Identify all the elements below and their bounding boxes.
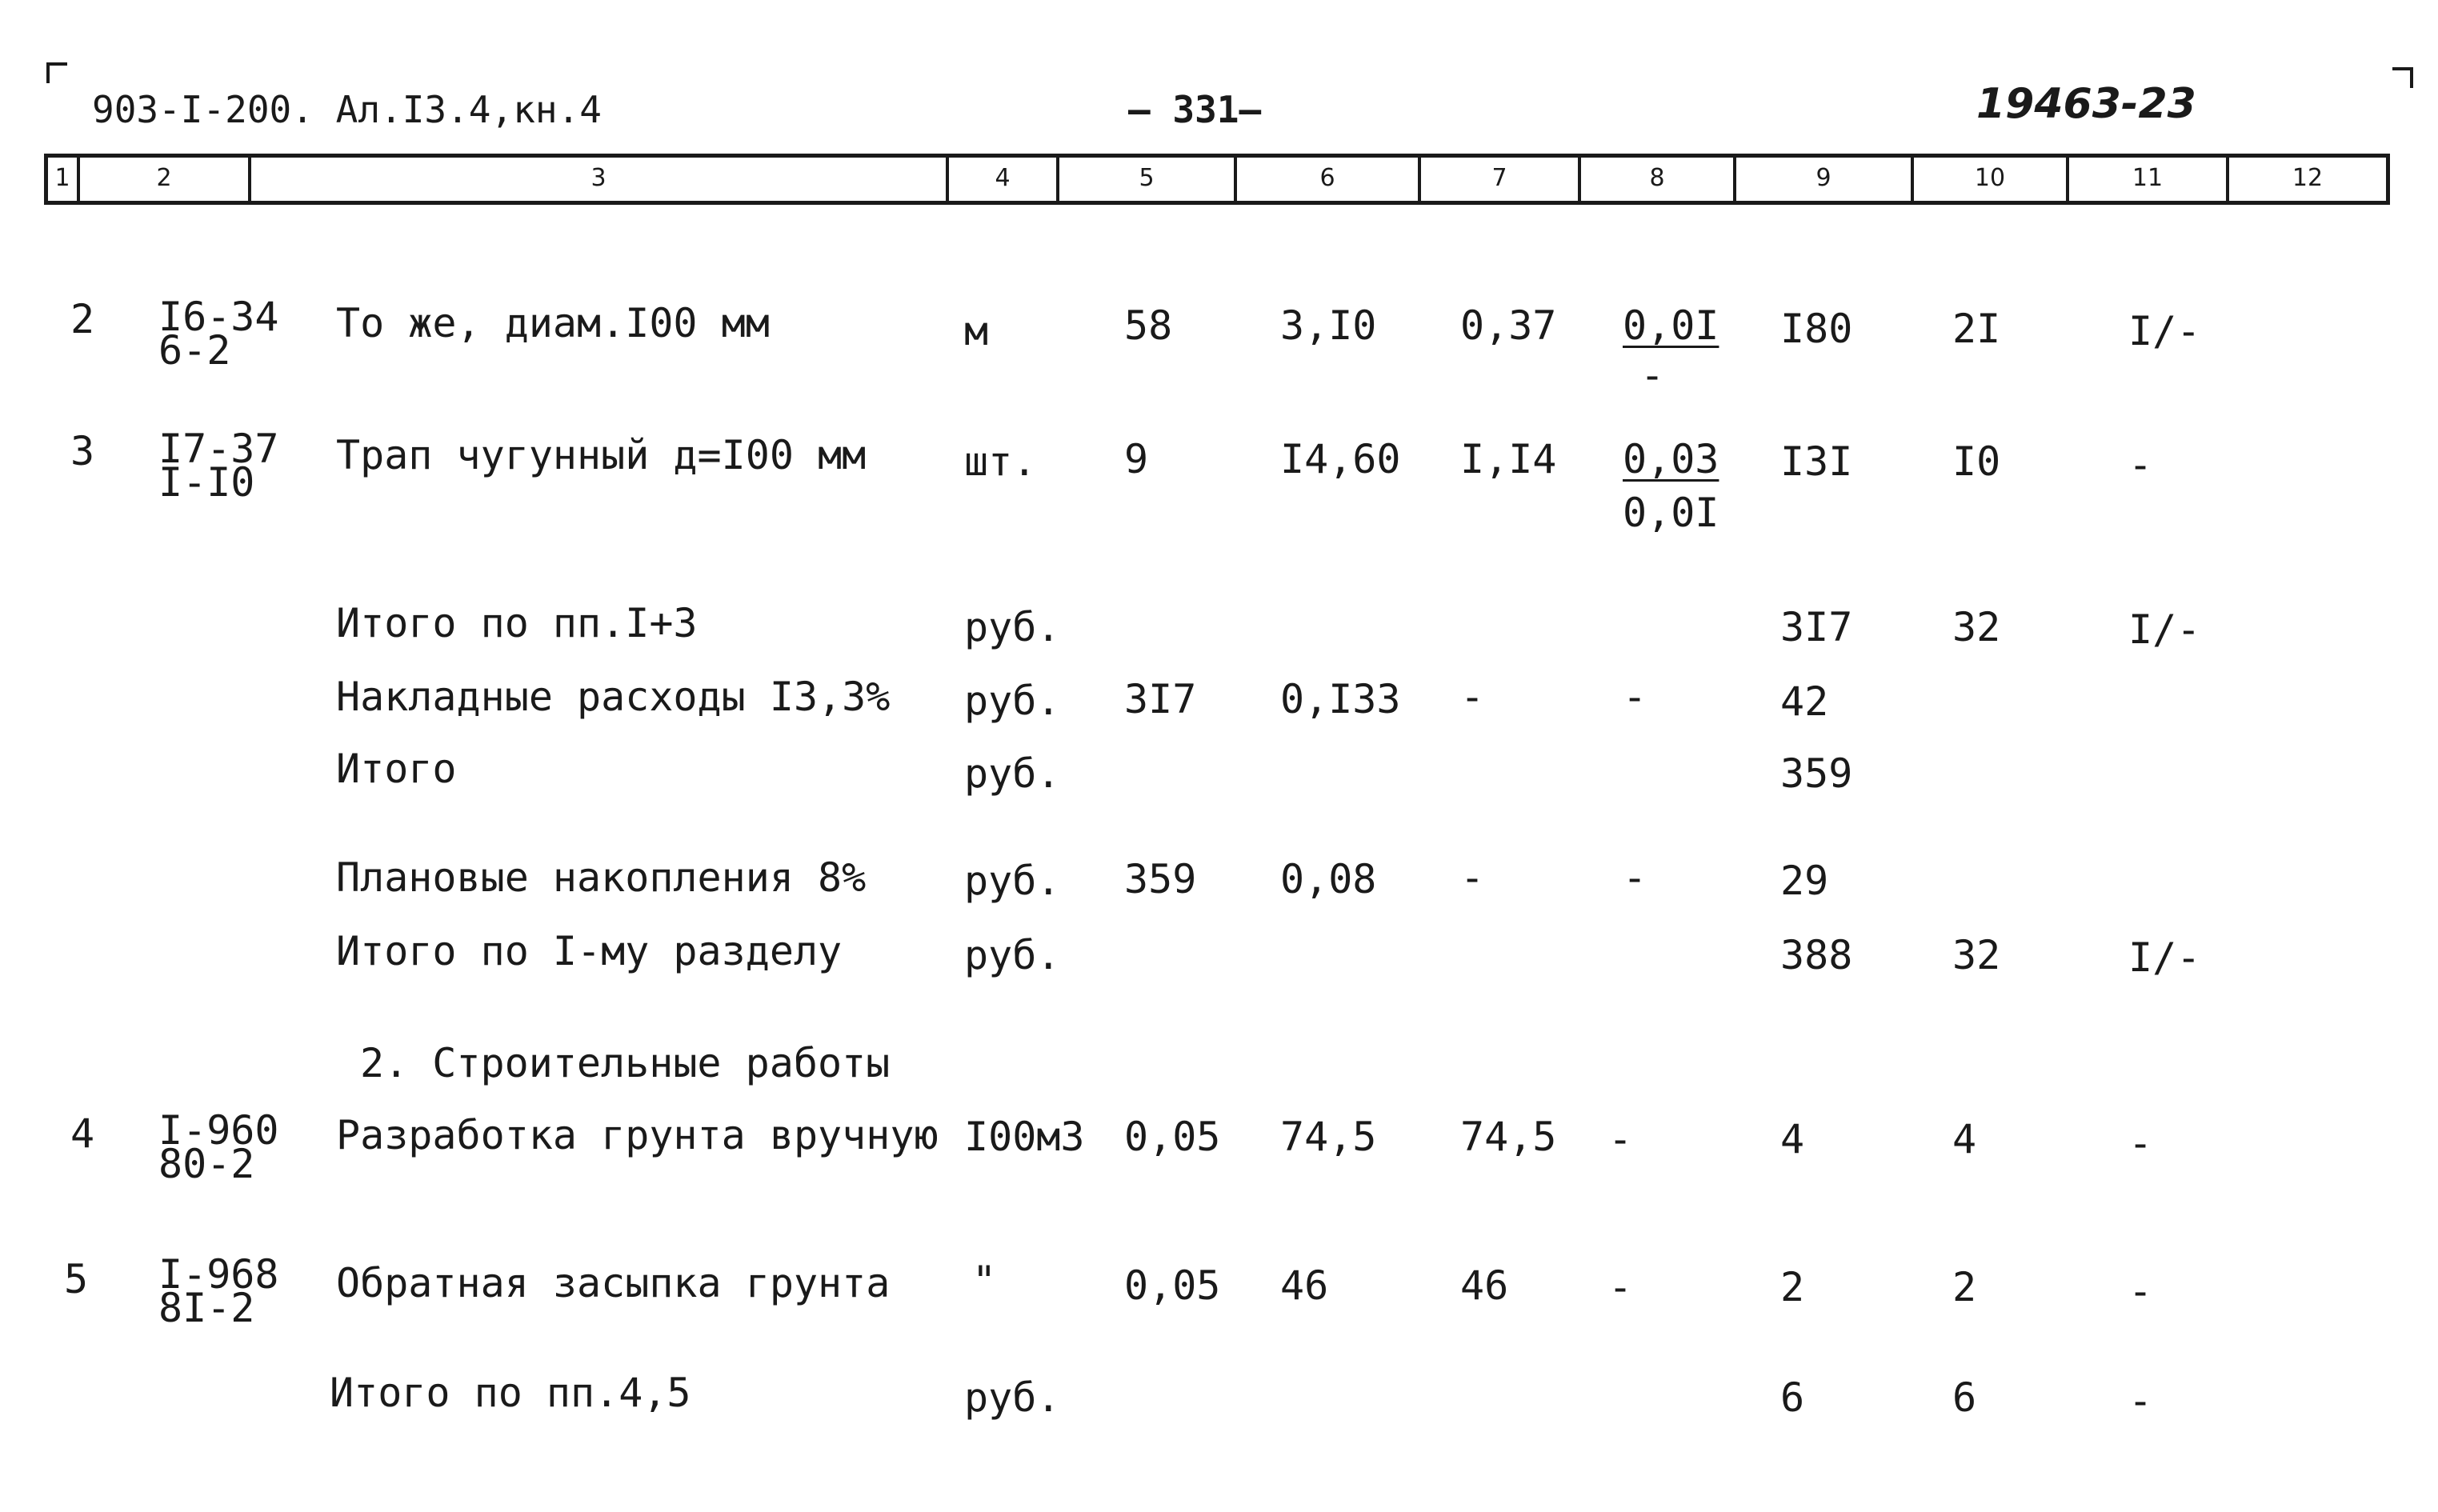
total-wages: 4 (1952, 1116, 1977, 1162)
row-number: 2 (70, 296, 95, 342)
total-cost: I3I (1780, 438, 1853, 485)
unit: шт. (964, 438, 1037, 485)
unit: м (964, 308, 989, 354)
total-wages: 2 (1952, 1264, 1977, 1310)
norm-code-line: I-960 (158, 1107, 279, 1154)
unit-cost: 3,I0 (1280, 302, 1377, 349)
total-machines: - (2128, 442, 2153, 488)
norm-code (158, 1107, 279, 1187)
unit: руб. (964, 604, 1061, 650)
wage-cost: - (1460, 854, 1485, 901)
quantity: 359 (1124, 856, 1197, 902)
total-machines: I/- (2128, 606, 2201, 653)
column-number: 9 (1815, 164, 1832, 192)
norm-code-line: 80-2 (158, 1141, 255, 1187)
total-cost: 2 (1780, 1264, 1805, 1310)
norm-code-line: 8I-2 (158, 1285, 255, 1331)
total-cost: 388 (1780, 932, 1853, 978)
summary-label: Накладные расходы I3,3% (336, 674, 891, 720)
item-name: Обратная засыпка грунта (336, 1260, 891, 1306)
quantity: 9 (1124, 436, 1149, 482)
total-cost: 3I7 (1780, 604, 1853, 650)
corner-mark-top-right (2392, 67, 2413, 88)
quantity: 3I7 (1124, 676, 1197, 722)
column-number-header (44, 154, 2390, 205)
row-number: 3 (70, 428, 95, 474)
norm-code-line: I-I0 (158, 459, 255, 506)
rate: 0,08 (1280, 856, 1377, 902)
norm-code-line: I7-37 (158, 426, 279, 472)
total-cost: 29 (1780, 858, 1829, 904)
machine-cost-top: 0,03 (1623, 436, 1719, 482)
quantity: 0,05 (1124, 1262, 1221, 1309)
total-machines: I/- (2128, 934, 2201, 981)
unit-cost: 46 (1280, 1262, 1329, 1309)
column-number: 11 (2132, 164, 2164, 192)
column-number: 1 (54, 164, 70, 192)
column-number: 12 (2292, 164, 2324, 192)
unit: " (972, 1258, 997, 1304)
total-machines: I/- (2128, 308, 2201, 354)
item-name: Разработка грунта вручную (336, 1112, 939, 1158)
column-number: 10 (1974, 164, 2006, 192)
summary-label: Итого по пп.4,5 (330, 1370, 691, 1416)
column-number: 4 (995, 164, 1011, 192)
column-number: 5 (1139, 164, 1155, 192)
machine-cost: - (1608, 1116, 1633, 1162)
unit: руб. (964, 750, 1061, 797)
norm-code-line: I-968 (158, 1251, 279, 1298)
norm-code (158, 426, 279, 506)
unit: руб. (964, 678, 1061, 724)
corner-mark-top-left (46, 62, 67, 83)
machine-cost-bottom: - (1640, 352, 1665, 398)
norm-code-line: I6-34 (158, 294, 279, 340)
norm-code-line: 6-2 (158, 327, 231, 374)
unit: руб. (964, 858, 1061, 904)
column-number: 7 (1491, 164, 1507, 192)
column-number: 2 (156, 164, 172, 192)
machine-cost-top: 0,0I (1623, 302, 1719, 349)
column-number: 3 (590, 164, 606, 192)
row-number: 4 (70, 1110, 95, 1157)
wage-cost: - (1460, 674, 1485, 720)
machine-cost-bottom: 0,0I (1623, 490, 1719, 536)
item-name: То же, диам.I00 мм (336, 300, 770, 346)
total-cost: 4 (1780, 1116, 1805, 1162)
section-title: 2. Строительные работы (360, 1040, 891, 1086)
column-number: 8 (1649, 164, 1665, 192)
total-wages: I0 (1952, 438, 2001, 485)
page-number: — 331— (1128, 88, 1262, 131)
machine-cost: - (1623, 854, 1647, 901)
unit-cost: 74,5 (1280, 1114, 1377, 1160)
document-reference: 903-I-200. Ал.I3.4,кн.4 (92, 88, 602, 131)
total-cost: 6 (1780, 1374, 1805, 1421)
total-wages: 32 (1952, 932, 2001, 978)
machine-cost: - (1623, 674, 1647, 720)
rate: 0,I33 (1280, 676, 1401, 722)
summary-label: Итого (336, 746, 457, 792)
wage-cost: I,I4 (1460, 436, 1557, 482)
total-cost: 359 (1780, 750, 1853, 797)
total-cost: I80 (1780, 306, 1853, 352)
quantity: 0,05 (1124, 1114, 1221, 1160)
column-number: 6 (1319, 164, 1335, 192)
total-machines: - (2128, 1268, 2153, 1314)
summary-label: Плановые накопления 8% (336, 854, 867, 901)
row-number: 5 (64, 1256, 89, 1302)
unit-cost: I4,60 (1280, 436, 1401, 482)
total-machines: - (2128, 1378, 2153, 1424)
item-name: Трап чугунный д=I00 мм (336, 432, 867, 478)
total-wages: 2I (1952, 306, 2001, 352)
norm-code (158, 294, 279, 374)
total-machines: - (2128, 1120, 2153, 1166)
summary-label: Итого по I-му разделу (336, 928, 843, 974)
wage-cost: 74,5 (1460, 1114, 1557, 1160)
unit: I00м3 (964, 1114, 1085, 1160)
wage-cost: 46 (1460, 1262, 1509, 1309)
wage-cost: 0,37 (1460, 302, 1557, 349)
total-wages: 6 (1952, 1374, 1977, 1421)
total-wages: 32 (1952, 604, 2001, 650)
total-cost: 42 (1780, 678, 1829, 725)
quantity: 58 (1124, 302, 1173, 349)
handwritten-stamp-number: 19463-23 (1976, 80, 2196, 128)
unit: руб. (964, 1374, 1061, 1421)
unit: руб. (964, 932, 1061, 978)
summary-label: Итого по пп.I+3 (336, 600, 698, 646)
machine-cost: - (1608, 1264, 1633, 1310)
norm-code (158, 1251, 279, 1331)
